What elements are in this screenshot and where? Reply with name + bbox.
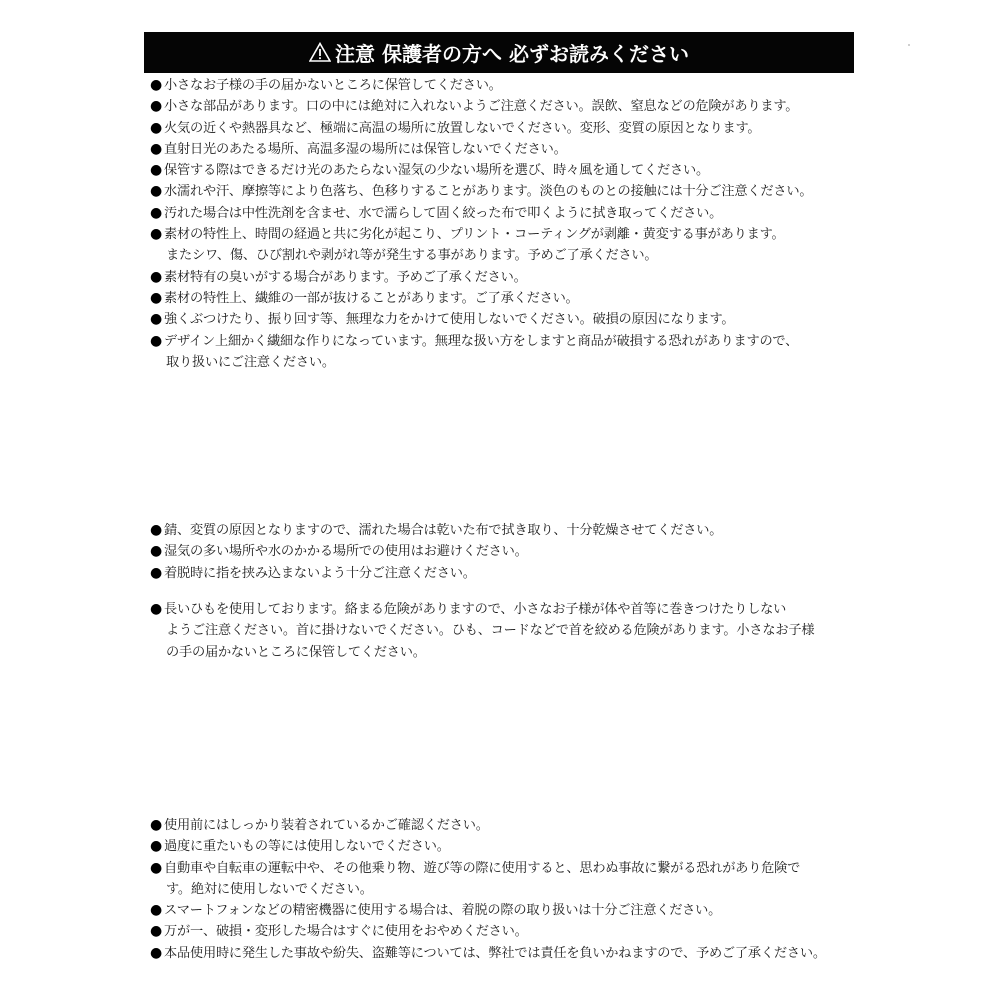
list-item: ● 湿気の多い場所や水のかかる場所での使用はお避けください。 (150, 541, 850, 562)
list-item: ● 本品使用時に発生した事故や紛失、盗難等については、弊社では責任を負いかねますので、予めご了承ください。 (150, 943, 850, 964)
list-item: ● 素材特有の臭いがする場合があります。予めご了承ください。 (150, 267, 850, 288)
list-item: ● 素材の特性上、繊維の一部が抜けることがあります。ご了承ください。 (150, 288, 850, 309)
bullet-icon: ● (150, 923, 163, 940)
bullet-icon: ● (150, 183, 163, 200)
list-item-continuation: ようご注意ください。首に掛けないでください。ひも、コードなどで首を絞める危険があります。小さなお子様 (166, 623, 815, 639)
list-item: ● 万が一、破損・変形した場合はすぐに使用をおやめください。 (150, 921, 850, 942)
warning-triangle-icon (309, 42, 331, 62)
section-long-strap (150, 599, 850, 663)
list-item: ● スマートフォンなどの精密機器に使用する場合は、着脱の際の取り扱いは十分ご注意ください。 (150, 900, 850, 921)
bullet-icon: ● (150, 332, 163, 349)
list-item-continuation: またシワ、傷、ひび割れや剥がれ等が発生する事があります。予めご了承ください。 (166, 248, 658, 264)
list-item: ● 直射日光のあたる場所、高温多湿の場所には保管しないでください。 (150, 139, 850, 160)
list-item: ● 素材の特性上、時間の経過と共に劣化が起こり、プリント・コーティングが剥離・黄変する事があります。 (150, 224, 850, 245)
bullet-icon: ● (150, 543, 163, 560)
list-item: ● 過度に重たいもの等には使用しないでください。 (150, 836, 850, 857)
list-item-continuation: の手の届かないところに保管してください。 (166, 644, 426, 660)
bullet-icon: ● (150, 902, 163, 919)
bullet-icon: ● (150, 817, 163, 833)
bullet-icon: ● (150, 859, 163, 876)
bullet-icon: ● (150, 162, 163, 179)
bullet-icon: ● (150, 77, 163, 93)
bullet-icon: ● (150, 226, 163, 243)
header-title: 注意 保護者の方へ 必ずお読みください (335, 42, 689, 66)
bullet-icon: ● (150, 98, 163, 115)
caution-header (144, 32, 854, 73)
list-item: ● 使用前にはしっかり装着されているかご確認ください。 (150, 815, 850, 836)
list-item: ● 自動車や自転車の運転中や、その他乗り物、遊び等の際に使用すると、思わぬ事故に繋がる恐れがあり危険で (150, 858, 850, 879)
list-item: ● 着脱時に指を挟み込まないよう十分ご注意ください。 (150, 563, 850, 584)
list-item: ● 汚れた場合は中性洗剤を含ませ、水で濡らして固く絞った布で叩くように拭き取ってください。 (150, 203, 850, 224)
bullet-icon: ● (150, 268, 163, 285)
list-item: ● 火気の近くや熱器具など、極端に高温の場所に放置しないでください。変形、変質の原因となります。 (150, 118, 850, 139)
bullet-icon: ● (150, 601, 163, 617)
bullet-icon: ● (150, 140, 163, 157)
list-item: ● 小さな部品があります。口の中には絶対に入れないようご注意ください。誤飲、窒息などの危険があります。 (150, 96, 850, 117)
bullet-icon: ● (150, 564, 163, 581)
list-item: ● 保管する際はできるだけ光のあたらない湿気の少ない場所を選び、時々風を通してください。 (150, 160, 850, 181)
list-item: ● 小さなお子様の手の届かないところに保管してください。 (150, 75, 850, 96)
list-item: ● デザイン上細かく繊細な作りになっています。無理な扱い方をしますと商品が破損する恐れがありますので、 (150, 331, 850, 352)
list-item-continuation: す。絶対に使用しないでください。 (166, 881, 373, 897)
bullet-icon: ● (150, 838, 163, 855)
list-item-continuation: 取り扱いにご注意ください。 (166, 354, 335, 370)
list-item: ● 長いひもを使用しております。絡まる危険がありますので、小さなお子様が体や首等に巻きつけたりしない (150, 599, 850, 620)
list-item: ● 錆、変質の原因となりますので、濡れた場合は乾いた布で拭き取り、十分乾燥させてください。 (150, 520, 850, 541)
list-item: ● 強くぶつけたり、振り回す等、無理な力をかけて使用しないでください。破損の原因になります。 (150, 309, 850, 330)
list-item: ● 水濡れや汗、摩擦等により色落ち、色移りすることがあります。淡色のものとの接触には十分ご注意ください。 (150, 181, 850, 202)
bullet-icon: ● (150, 311, 163, 328)
scan-speck (908, 44, 910, 46)
bullet-icon: ● (150, 204, 163, 221)
bullet-icon: ● (150, 944, 163, 961)
section-usage (150, 815, 850, 964)
section-metal-parts (150, 520, 850, 584)
bullet-icon: ● (150, 119, 163, 136)
bullet-icon: ● (150, 289, 163, 306)
section-general-care (150, 75, 850, 373)
bullet-icon: ● (150, 522, 163, 538)
